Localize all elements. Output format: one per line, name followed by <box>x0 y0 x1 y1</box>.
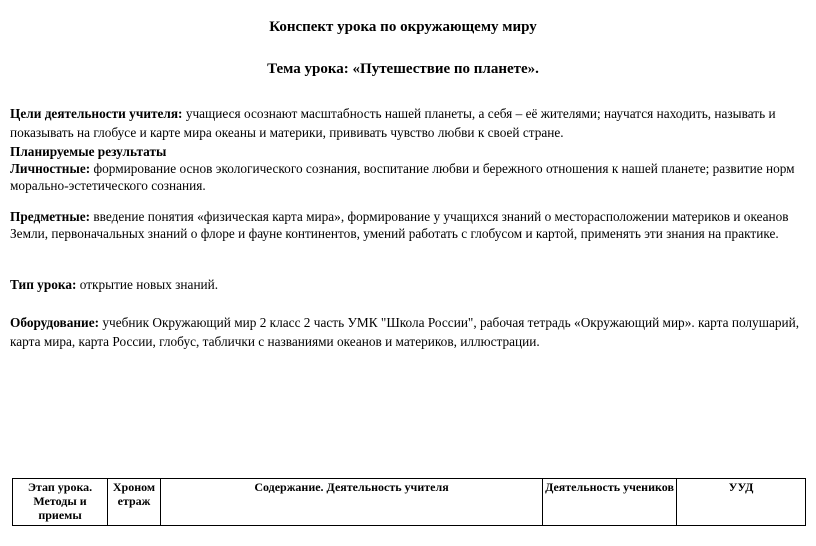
table-header-row <box>13 479 806 526</box>
header-stage: Этап урока. Методы и приемы <box>13 479 108 526</box>
lesson-type-label: Тип урока: <box>10 277 77 292</box>
header-timing: Хроном етраж <box>108 479 161 526</box>
equipment <box>10 313 805 351</box>
document-title: Конспект урока по окружающему миру <box>269 19 537 35</box>
lesson-plan-table <box>12 478 806 526</box>
teacher-goals-label: Цели деятельности учителя: <box>10 106 183 121</box>
lesson-topic: Тема урока: «Путешествие по планете». <box>267 61 539 77</box>
subject-results-label: Предметные: <box>10 209 91 224</box>
lesson-type-text: открытие новых знаний. <box>76 277 219 292</box>
equipment-label: Оборудование: <box>10 315 100 330</box>
teacher-goals-text: учащиеся осознают масштабность нашей планеты, а себя – её жителями; научатся находить, называть и показывать на глобусе и карте мира океаны и материки, прививать чувство любви к своей стране. <box>10 106 776 140</box>
header-content: Содержание. Деятельность учителя <box>161 479 543 526</box>
subject-results-text: введение понятия «физическая карта мира», формирование у учащихся знаний о месторасположении материков и океанов Земли, первоначальных знаний о флоре и фауне континентов, умений работать с глобусом и картой, применять эти знания на практике. <box>10 209 789 241</box>
subject-results <box>10 208 805 242</box>
personal-results <box>10 160 805 194</box>
lesson-type <box>10 276 805 293</box>
teacher-goals <box>10 104 805 142</box>
planned-results-heading: Планируемые результаты <box>10 144 167 159</box>
personal-results-text: формирование основ экологического сознания, воспитание любви и бережного отношения к нашей планете; развитие норм морально-эстетического сознания. <box>10 161 795 193</box>
equipment-text: учебник Окружающий мир 2 класс 2 часть УМК "Школа России", рабочая тетрадь «Окружающий мир». карта полушарий, карта мира, карта России, глобус, таблички с названиями океанов и материков, иллюстрации. <box>10 315 800 349</box>
personal-results-label: Личностные: <box>10 161 91 176</box>
header-student-activity: Деятельность учеников <box>543 479 677 526</box>
header-uud: УУД <box>677 479 806 526</box>
